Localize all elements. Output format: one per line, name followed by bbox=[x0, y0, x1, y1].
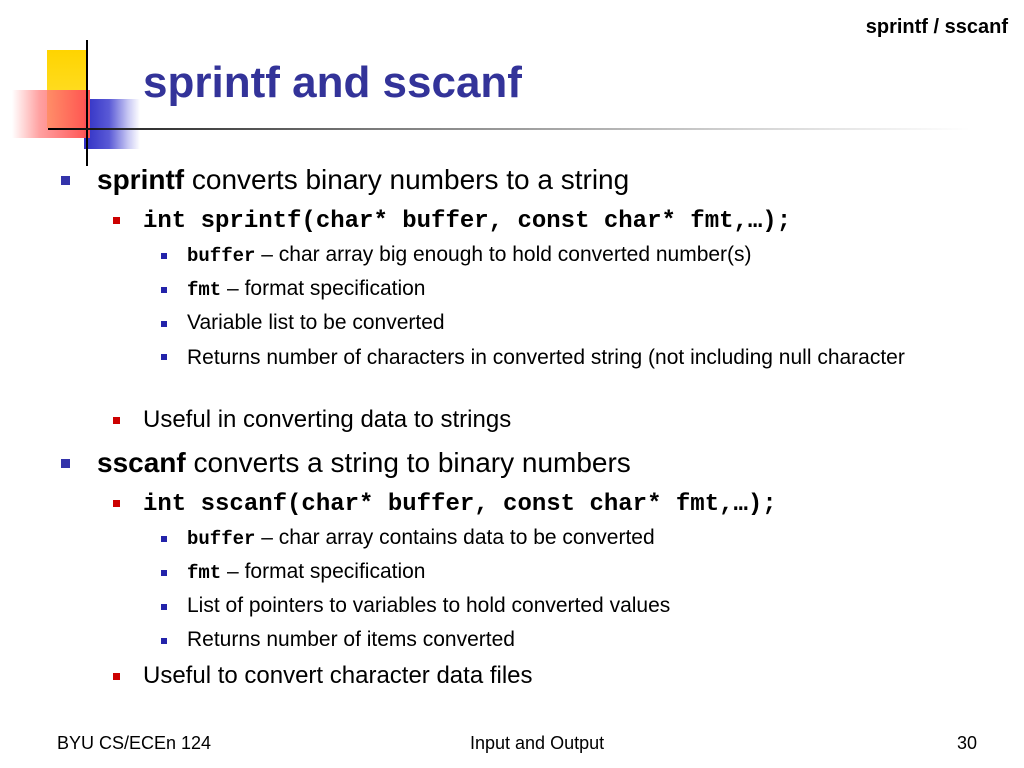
bullet-sscanf-useful bbox=[143, 662, 533, 690]
sprintf-signature: int sprintf(char* buffer, const char* fmt,…); bbox=[143, 208, 792, 235]
slide-title: sprintf and sscanf bbox=[143, 58, 522, 107]
bullet-marker bbox=[161, 253, 167, 259]
sscanf-signature: int sscanf(char* buffer, const char* fmt,…); bbox=[143, 491, 777, 518]
bullet-marker bbox=[161, 570, 167, 576]
useful-text: Useful to convert character data files bbox=[143, 662, 533, 689]
bullet-sprintf-note-returns bbox=[187, 344, 987, 371]
bullet-sscanf-note-pointers bbox=[187, 594, 670, 618]
useful-text: Useful in converting data to strings bbox=[143, 406, 512, 433]
bullet-sscanf-param-fmt bbox=[187, 560, 425, 584]
bullet-sscanf-note-returns bbox=[187, 628, 515, 652]
param-code: fmt bbox=[187, 279, 222, 301]
param-description: – char array big enough to hold converted number(s) bbox=[255, 243, 752, 266]
param-description: – char array contains data to be converted bbox=[255, 526, 655, 549]
bullet-marker bbox=[113, 417, 120, 424]
param-description: – format specification bbox=[221, 560, 426, 583]
bullet-marker bbox=[161, 354, 167, 360]
bullet-sprintf bbox=[97, 164, 629, 196]
param-code: buffer bbox=[187, 245, 256, 267]
bullet-marker bbox=[161, 287, 167, 293]
bullet-marker bbox=[61, 176, 70, 185]
footer-topic: Input and Output bbox=[470, 733, 605, 753]
bullet-marker bbox=[161, 638, 167, 644]
sscanf-description: converts a string to binary numbers bbox=[185, 447, 631, 478]
sscanf-keyword: sscanf bbox=[97, 447, 186, 478]
sprintf-description: converts binary numbers to a string bbox=[184, 164, 630, 195]
note-text: Variable list to be converted bbox=[187, 311, 445, 334]
bullet-sscanf-param-buffer bbox=[187, 526, 655, 550]
bullet-sscanf bbox=[97, 447, 631, 479]
header-label: sprintf / sscanf bbox=[865, 16, 1008, 38]
bullet-sprintf-useful bbox=[143, 406, 511, 434]
bullet-sprintf-param-buffer bbox=[187, 243, 752, 267]
bullet-marker bbox=[113, 673, 120, 680]
param-description: – format specification bbox=[221, 277, 426, 300]
bullet-marker bbox=[113, 217, 120, 224]
bullet-marker bbox=[113, 500, 120, 507]
note-text: Returns number of items converted bbox=[187, 628, 515, 651]
bullet-marker bbox=[61, 459, 70, 468]
bullet-marker bbox=[161, 321, 167, 327]
bullet-marker bbox=[161, 604, 167, 610]
sprintf-keyword: sprintf bbox=[97, 164, 185, 195]
bullet-sprintf-signature bbox=[143, 206, 791, 235]
footer-course: BYU CS/ECEn 124 bbox=[57, 733, 212, 753]
param-code: fmt bbox=[187, 562, 222, 584]
bullet-marker bbox=[161, 536, 167, 542]
param-code: buffer bbox=[187, 528, 256, 550]
bullet-sprintf-note-variable-list bbox=[187, 311, 445, 335]
note-text: List of pointers to variables to hold converted values bbox=[187, 594, 671, 617]
footer-page-number: 30 bbox=[957, 733, 978, 753]
bullet-sprintf-param-fmt bbox=[187, 277, 425, 301]
bullet-sscanf-signature bbox=[143, 489, 777, 518]
note-text: Returns number of characters in converted string (not including null character bbox=[187, 346, 905, 369]
